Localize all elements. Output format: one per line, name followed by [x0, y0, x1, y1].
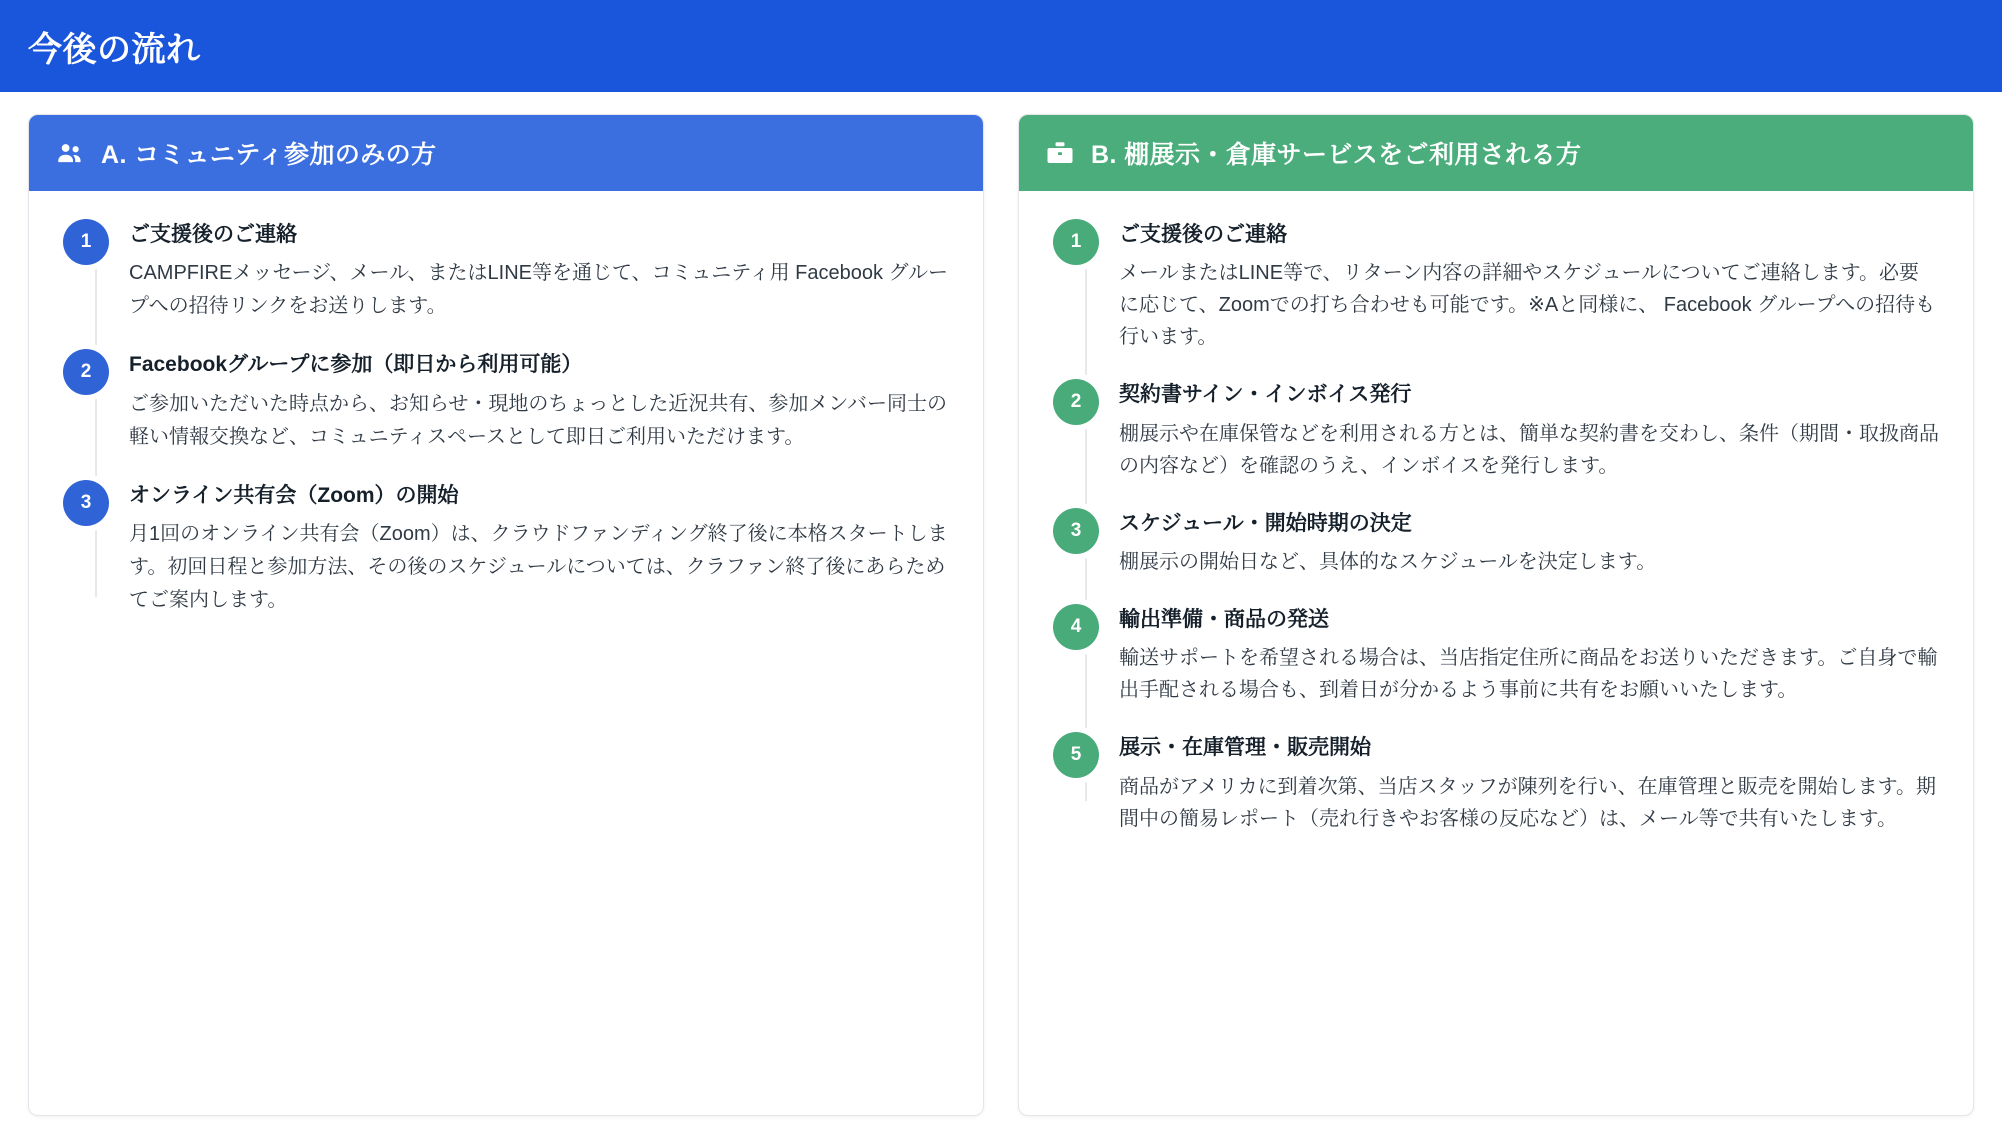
step-title: ご支援後のご連絡: [1119, 223, 1287, 246]
step-number-badge: 4: [1053, 604, 1099, 650]
flow-card-shelf-warehouse: [1018, 114, 1974, 1116]
list-item: [63, 480, 949, 617]
page-banner: [0, 0, 2002, 92]
step-number-badge: 3: [63, 480, 109, 526]
card-title-shelf-warehouse: B. 棚展示・倉庫サービスをご利用される方: [1091, 141, 1582, 169]
step-title: オンライン共有会（Zoom）の開始: [129, 483, 459, 507]
step-title: Facebookグループに参加（即日から利用可能）: [129, 353, 583, 377]
step-title: 輸出準備・商品の発送: [1119, 608, 1329, 632]
step-number-badge: 1: [1053, 219, 1099, 265]
step-number-badge: 5: [1053, 732, 1099, 778]
step-description: ご参加いただいた時点から、お知らせ・現地のちょっとした近況共有、参加メンバー同士の軽い情報交換など、コミュニティスペースとして即日ご利用いただけます。: [129, 392, 947, 448]
step-title: スケジュール・開始時期の決定: [1119, 511, 1412, 535]
step-description: 棚展示の開始日など、具体的なスケジュールを決定します。: [1119, 551, 1657, 574]
step-description: 商品がアメリカに到着次第、当店スタッフが陳列を行い、在庫管理と販売を開始します。期間中の簡易レポート（売れ行きやお客様の反応など）は、メール等で共有いたします。: [1119, 775, 1936, 830]
step-description: 月1回のオンライン共有会（Zoom）は、クラウドファンディング終了後に本格スタートします。初回日程と参加方法、その後のスケジュールについては、クラファン終了後にあらためてご案内します。: [129, 523, 948, 612]
card-header-community-only: [29, 115, 983, 191]
list-item: [1053, 604, 1939, 706]
card-header-shelf-warehouse: [1019, 115, 1973, 191]
page-title: 今後の流れ: [28, 30, 201, 69]
step-number-badge: 1: [63, 219, 109, 265]
users-icon: [55, 138, 85, 168]
step-title: ご支援後のご連絡: [129, 223, 297, 246]
store-icon: [1045, 138, 1075, 168]
step-list-community-only: [29, 191, 983, 657]
list-item: [1053, 732, 1939, 834]
step-number-badge: 2: [1053, 379, 1099, 425]
list-item: [1053, 379, 1939, 481]
list-item: [63, 349, 949, 453]
step-description: 輸送サポートを希望される場合は、当店指定住所に商品をお送りいただきます。ご自身で輸出手配される場合も、到着日が分かるよう事前に共有をお願いいたします。: [1119, 647, 1938, 702]
list-item: [63, 219, 949, 323]
flow-columns: [0, 92, 2002, 1116]
flow-card-community-only: [28, 114, 984, 1116]
step-title: 展示・在庫管理・販売開始: [1119, 736, 1371, 760]
step-description: 棚展示や在庫保管などを利用される方とは、簡単な契約書を交わし、条件（期間・取扱商品の内容など）を確認のうえ、インボイスを発行します。: [1119, 422, 1939, 477]
step-description: CAMPFIREメッセージ、メール、またはLINE等を通じて、コミュニティ用 Facebook グループへの招待リンクをお送りします。: [129, 262, 948, 318]
step-title: 契約書サイン・インボイス発行: [1119, 383, 1412, 407]
list-item: [1053, 219, 1939, 353]
step-number-badge: 2: [63, 349, 109, 395]
step-number-badge: 3: [1053, 508, 1099, 554]
step-description: メールまたはLINE等で、リターン内容の詳細やスケジュールについてご連絡します。必要に応じて、Zoomでの打ち合わせも可能です。※Aと同様に、 Facebook グループへの招待も行います。: [1119, 262, 1936, 349]
card-title-community-only: A. コミュニティ参加のみの方: [101, 141, 437, 169]
step-list-shelf-warehouse: [1019, 191, 1973, 875]
list-item: [1053, 508, 1939, 578]
